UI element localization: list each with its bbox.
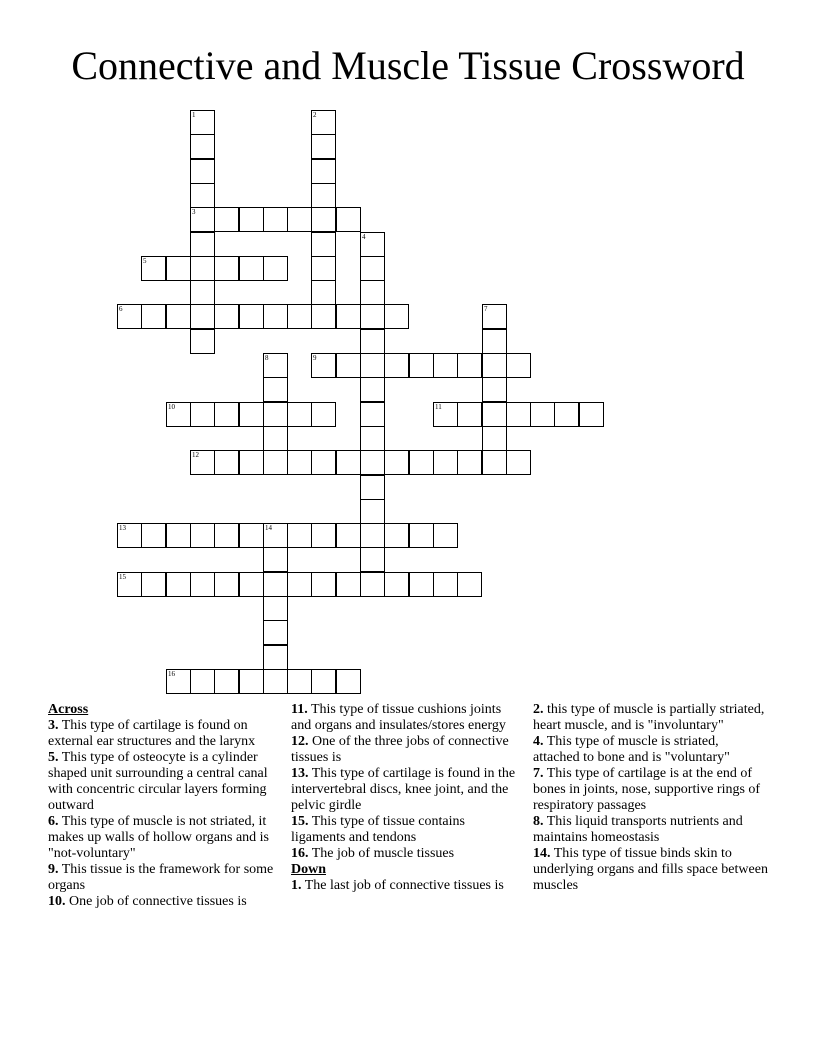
grid-cell[interactable] xyxy=(360,499,385,524)
grid-cell[interactable] xyxy=(360,523,385,548)
grid-cell[interactable] xyxy=(311,523,336,548)
grid-cell[interactable] xyxy=(214,450,239,475)
grid-cell[interactable] xyxy=(311,572,336,597)
grid-cell[interactable] xyxy=(166,523,191,548)
grid-cell[interactable] xyxy=(263,256,288,281)
grid-cell[interactable] xyxy=(190,232,215,257)
down-clue-4: 4. This type of muscle is striated, attached to bone and is "voluntary" xyxy=(533,734,730,765)
grid-cell[interactable] xyxy=(166,572,191,597)
grid-cell[interactable] xyxy=(311,280,336,305)
grid-cell[interactable] xyxy=(311,134,336,159)
grid-cell[interactable] xyxy=(457,402,482,427)
grid-cell[interactable] xyxy=(360,256,385,281)
grid-cell[interactable] xyxy=(263,620,288,645)
grid-cell[interactable] xyxy=(360,475,385,500)
grid-cell[interactable] xyxy=(336,353,361,378)
grid-cell[interactable] xyxy=(409,523,434,548)
grid-cell[interactable] xyxy=(214,256,239,281)
across-clue-5: 5. This type of osteocyte is a cylinder shaped unit surrounding a central canal with concentric circular layers forming outward xyxy=(48,750,268,813)
down-clue-1: 1. The last job of connective tissues is xyxy=(291,878,504,893)
grid-cell[interactable] xyxy=(263,207,288,232)
grid-cell[interactable] xyxy=(263,426,288,451)
grid-cell[interactable] xyxy=(190,159,215,184)
grid-cell[interactable] xyxy=(287,304,312,329)
grid-cell[interactable] xyxy=(482,353,507,378)
grid-cell[interactable] xyxy=(287,523,312,548)
grid-cell[interactable] xyxy=(263,645,288,670)
clue-number: 6 xyxy=(119,305,123,313)
clue-number: 8 xyxy=(265,354,269,362)
clue-number: 10 xyxy=(168,403,175,411)
grid-cell[interactable] xyxy=(336,304,361,329)
down-clue-8: 8. This liquid transports nutrients and maintains homeostasis xyxy=(533,814,743,845)
grid-cell[interactable] xyxy=(263,572,288,597)
grid-cell[interactable] xyxy=(506,353,531,378)
grid-cell[interactable] xyxy=(384,353,409,378)
grid-cell[interactable] xyxy=(239,523,264,548)
grid-cell[interactable] xyxy=(263,377,288,402)
grid-cell[interactable] xyxy=(287,669,312,694)
grid-cell[interactable] xyxy=(190,183,215,208)
grid-cell[interactable] xyxy=(214,402,239,427)
grid-cell[interactable] xyxy=(311,669,336,694)
grid-cell[interactable] xyxy=(311,304,336,329)
grid-cell[interactable] xyxy=(214,523,239,548)
grid-cell[interactable] xyxy=(482,450,507,475)
clue-number: 9 xyxy=(313,354,317,362)
grid-cell[interactable] xyxy=(311,207,336,232)
grid-cell[interactable] xyxy=(384,450,409,475)
grid-cell[interactable] xyxy=(360,572,385,597)
grid-cell[interactable] xyxy=(190,572,215,597)
grid-cell[interactable] xyxy=(311,402,336,427)
grid-cell[interactable] xyxy=(506,402,531,427)
grid-cell[interactable] xyxy=(433,353,458,378)
grid-cell[interactable] xyxy=(506,450,531,475)
grid-cell[interactable] xyxy=(239,402,264,427)
across-clue-16: 16. The job of muscle tissues xyxy=(291,846,455,861)
grid-cell[interactable] xyxy=(482,304,507,329)
grid-cell[interactable] xyxy=(263,547,288,572)
grid-cell[interactable] xyxy=(190,134,215,159)
grid-cell[interactable] xyxy=(433,402,458,427)
grid-cell[interactable] xyxy=(433,572,458,597)
across-clue-10: 10. One job of connective tissues is xyxy=(48,894,247,909)
grid-cell[interactable] xyxy=(360,377,385,402)
grid-cell[interactable] xyxy=(190,402,215,427)
grid-cell[interactable] xyxy=(141,572,166,597)
grid-cell[interactable] xyxy=(287,207,312,232)
across-clue-6: 6. This type of muscle is not striated, it makes up walls of hollow organs and is "not-voluntary" xyxy=(48,814,269,861)
down-clue-14: 14. This type of tissue binds skin to underlying organs and fills space between muscles xyxy=(533,846,768,893)
grid-cell[interactable] xyxy=(311,232,336,257)
across-clue-13: 13. This type of cartilage is found in the intervertebral discs, knee joint, and the pelvic girdle xyxy=(291,766,516,813)
down-heading: Down xyxy=(291,862,327,877)
grid-cell[interactable] xyxy=(457,572,482,597)
grid-cell[interactable] xyxy=(360,329,385,354)
clue-number: 13 xyxy=(119,524,126,532)
clue-number: 4 xyxy=(362,233,366,241)
grid-cell[interactable] xyxy=(239,572,264,597)
grid-cell[interactable] xyxy=(530,402,555,427)
grid-cell[interactable] xyxy=(214,669,239,694)
clues-column-1 xyxy=(48,702,280,910)
grid-cell[interactable] xyxy=(263,304,288,329)
grid-cell[interactable] xyxy=(263,596,288,621)
grid-cell[interactable] xyxy=(409,353,434,378)
grid-cell[interactable] xyxy=(384,304,409,329)
grid-cell[interactable] xyxy=(360,450,385,475)
grid-cell[interactable] xyxy=(360,353,385,378)
grid-cell[interactable] xyxy=(482,329,507,354)
grid-cell[interactable] xyxy=(263,450,288,475)
grid-cell[interactable] xyxy=(409,450,434,475)
across-clue-12: 12. One of the three jobs of connective tissues is xyxy=(291,734,509,765)
grid-cell[interactable] xyxy=(457,450,482,475)
grid-cell[interactable] xyxy=(311,183,336,208)
grid-cell[interactable] xyxy=(482,426,507,451)
grid-cell[interactable] xyxy=(190,523,215,548)
grid-cell[interactable] xyxy=(239,450,264,475)
grid-cell[interactable] xyxy=(336,523,361,548)
grid-cell[interactable] xyxy=(554,402,579,427)
grid-cell[interactable] xyxy=(579,402,604,427)
grid-cell[interactable] xyxy=(214,304,239,329)
down-clue-2: 2. this type of muscle is partially striated, heart muscle, and is "involuntary" xyxy=(533,702,765,733)
grid-cell[interactable] xyxy=(166,256,191,281)
grid-cell[interactable] xyxy=(190,110,215,135)
grid-cell[interactable] xyxy=(190,669,215,694)
clue-number: 7 xyxy=(484,305,488,313)
grid-cell[interactable] xyxy=(311,353,336,378)
grid-cell[interactable] xyxy=(141,304,166,329)
clue-number: 15 xyxy=(119,573,126,581)
grid-cell[interactable] xyxy=(336,669,361,694)
grid-cell[interactable] xyxy=(117,572,142,597)
grid-cell[interactable] xyxy=(384,523,409,548)
grid-cell[interactable] xyxy=(214,572,239,597)
across-clue-15: 15. This type of tissue contains ligaments and tendons xyxy=(291,814,465,845)
grid-cell[interactable] xyxy=(190,256,215,281)
grid-cell[interactable] xyxy=(190,280,215,305)
grid-cell[interactable] xyxy=(141,523,166,548)
grid-cell[interactable] xyxy=(287,450,312,475)
grid-cell[interactable] xyxy=(190,304,215,329)
grid-cell[interactable] xyxy=(433,450,458,475)
clues-column-3 xyxy=(533,702,768,894)
across-heading: Across xyxy=(48,702,89,717)
grid-cell[interactable] xyxy=(311,256,336,281)
grid-cell[interactable] xyxy=(190,329,215,354)
grid-cell[interactable] xyxy=(360,280,385,305)
grid-cell[interactable] xyxy=(166,304,191,329)
grid-cell[interactable] xyxy=(239,669,264,694)
grid-cell[interactable] xyxy=(166,402,191,427)
clue-number: 5 xyxy=(143,257,147,265)
grid-cell[interactable] xyxy=(239,256,264,281)
across-clue-3: 3. This type of cartilage is found on external ear structures and the larynx xyxy=(48,718,256,749)
grid-cell[interactable] xyxy=(360,232,385,257)
page-title: Connective and Muscle Tissue Crossword xyxy=(71,43,745,88)
grid-cell[interactable] xyxy=(409,572,434,597)
grid-cell[interactable] xyxy=(263,402,288,427)
clue-number: 11 xyxy=(435,403,442,411)
grid-cell[interactable] xyxy=(311,110,336,135)
grid-cell[interactable] xyxy=(360,426,385,451)
grid-cell[interactable] xyxy=(239,304,264,329)
grid-cell[interactable] xyxy=(360,547,385,572)
down-clue-7: 7. This type of cartilage is at the end of bones in joints, nose, supportive rings of respiratory passages xyxy=(533,766,761,813)
grid-cell[interactable] xyxy=(166,669,191,694)
grid-cell[interactable] xyxy=(336,450,361,475)
grid-cell[interactable] xyxy=(457,353,482,378)
clue-number: 3 xyxy=(192,208,196,216)
grid-cell[interactable] xyxy=(360,402,385,427)
grid-cell[interactable] xyxy=(311,450,336,475)
grid-cell[interactable] xyxy=(482,402,507,427)
clue-number: 12 xyxy=(192,451,199,459)
grid-cell[interactable] xyxy=(239,207,264,232)
clue-number: 1 xyxy=(192,111,196,119)
grid-cell[interactable] xyxy=(384,572,409,597)
clue-number: 2 xyxy=(313,111,317,119)
grid-cell[interactable] xyxy=(360,304,385,329)
grid-cell[interactable] xyxy=(287,572,312,597)
clues-column-2 xyxy=(291,702,516,894)
grid-cell[interactable] xyxy=(263,669,288,694)
grid-cell[interactable] xyxy=(117,523,142,548)
grid-cell[interactable] xyxy=(263,353,288,378)
grid-cell[interactable] xyxy=(214,207,239,232)
grid-cell[interactable] xyxy=(311,159,336,184)
grid-cell[interactable] xyxy=(336,207,361,232)
across-clue-11: 11. This type of tissue cushions joints and organs and insulates/stores energy xyxy=(291,702,506,733)
grid-cell[interactable] xyxy=(482,377,507,402)
grid-cell[interactable] xyxy=(263,523,288,548)
grid-cell[interactable] xyxy=(190,207,215,232)
clue-number: 16 xyxy=(168,670,175,678)
grid-cell[interactable] xyxy=(287,402,312,427)
grid-cell[interactable] xyxy=(433,523,458,548)
across-clue-9: 9. This tissue is the framework for some organs xyxy=(48,862,274,893)
grid-cell[interactable] xyxy=(190,450,215,475)
grid-cell[interactable] xyxy=(117,304,142,329)
grid-cell[interactable] xyxy=(141,256,166,281)
grid-cell[interactable] xyxy=(336,572,361,597)
clue-number: 14 xyxy=(265,524,272,532)
